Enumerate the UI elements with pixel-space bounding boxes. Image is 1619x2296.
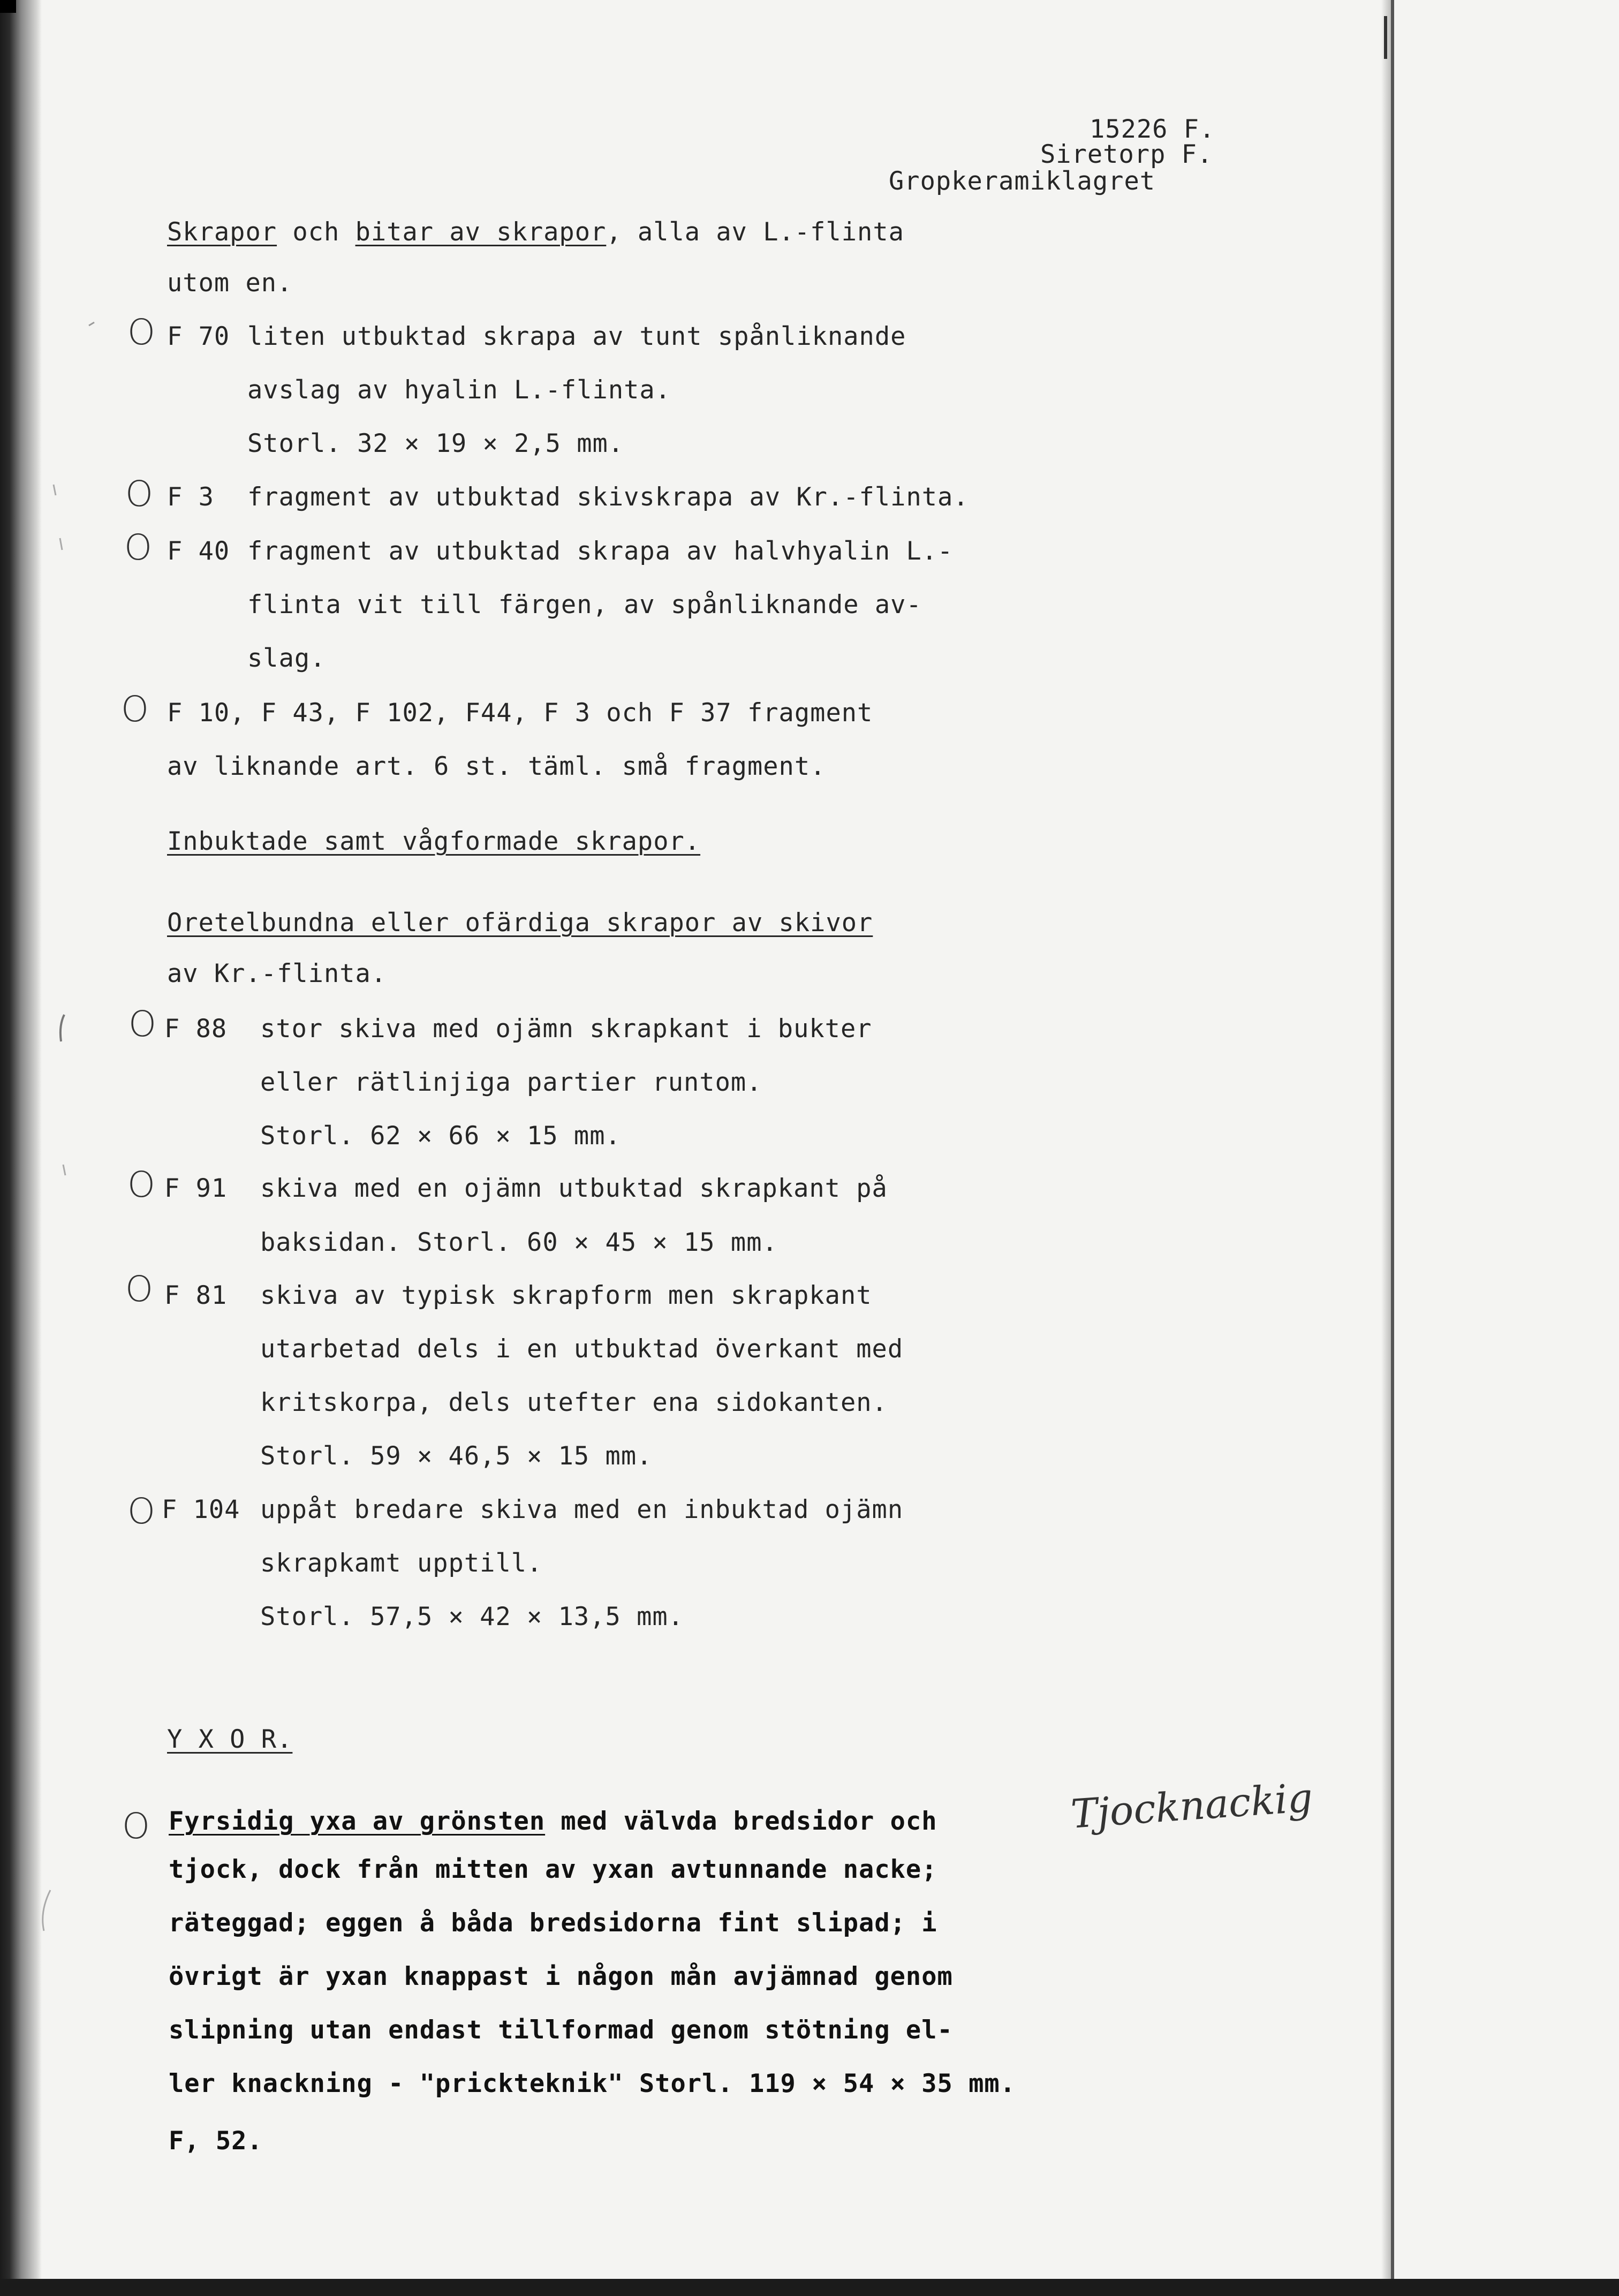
heading-och: och [277, 217, 355, 247]
item-line: baksidan. Storl. 60 × 45 × 15 mm. [260, 1228, 778, 1257]
yxor-heading: Y X O R. [167, 1725, 293, 1754]
item-line: liten utbuktad skrapa av tunt spånliknande [247, 322, 906, 351]
skrapor-heading-cont: utom en. [167, 268, 293, 298]
site-name: Siretorp F. [1040, 140, 1213, 169]
item-line: Storl. 62 × 66 × 15 mm. [260, 1121, 621, 1151]
item-line: flinta vit till färgen, av spånliknande av- [247, 590, 922, 620]
heading-underlined-skrapor: Skrapor [167, 217, 277, 247]
axe-line: tjock, dock från mitten av yxan avtunnande nacke; [169, 1855, 937, 1884]
item-id: F 104 [162, 1495, 240, 1524]
item-circle-mark: O [125, 473, 153, 515]
item-circle-mark: O [125, 1268, 153, 1310]
item-id: F 81 [164, 1281, 228, 1310]
item-line: Storl. 59 × 46,5 × 15 mm. [260, 1441, 653, 1471]
item-id: F 10, F 43, F 102, F44, F 3 och F 37 fragment [167, 698, 873, 728]
inbuktade-heading: Inbuktade samt vågformade skrapor. [167, 827, 701, 856]
item-line: avslag av hyalin L.-flinta. [247, 375, 671, 405]
item-id: F 70 [167, 322, 230, 351]
item-line: kritskorpa, dels utefter ena sidokanten. [260, 1388, 888, 1417]
item-circle-mark: O [127, 1164, 155, 1205]
item-line: stor skiva med ojämn skrapkant i bukter [260, 1014, 872, 1044]
item-line: skiva med en ojämn utbuktad skrapkant på [260, 1174, 888, 1203]
item-line: slag. [247, 644, 326, 673]
item-line: fragment av utbuktad skrapa av halvhyalin L.- [247, 537, 954, 566]
axe-title: Fyrsidig yxa av grönsten [169, 1807, 546, 1836]
item-line: skrapkamt upptill. [260, 1549, 543, 1578]
item-id: F 40 [167, 537, 230, 566]
axe-line: räteggad; eggen å båda bredsidorna fint slipad; i [169, 1908, 937, 1938]
item-circle-mark: O [127, 1491, 155, 1532]
heading-rest: , alla av L.-flinta [606, 217, 904, 247]
item-line: Storl. 32 × 19 × 2,5 mm. [247, 429, 624, 458]
item-circle-mark: O [122, 1806, 150, 1847]
item-line: fragment av utbuktad skivskrapa av Kr.-flinta. [247, 482, 969, 512]
item-id: F 88 [164, 1014, 228, 1044]
heading-underlined-bitar: bitar av skrapor [355, 217, 607, 247]
layer-name: Gropkeramiklagret [889, 167, 1156, 196]
oretelbundna-heading-cont: av Kr.-flinta. [167, 959, 387, 988]
oretelbundna-heading: Oretelbundna eller ofärdiga skrapor av skivor [167, 908, 873, 938]
item-id: F 91 [164, 1174, 228, 1203]
item-circle-mark: O [121, 689, 149, 730]
axe-line: F, 52. [169, 2126, 263, 2156]
item-line: av liknande art. 6 st. täml. små fragment. [167, 752, 826, 781]
item-circle-mark: O [124, 527, 152, 568]
axe-line: slipning utan endast tillformad genom stötning el- [169, 2015, 953, 2045]
catalog-number: 15226 F. [1090, 115, 1215, 144]
axe-line: ler knackning - "prickteknik" Storl. 119 × 54 × 35 mm. [169, 2069, 1016, 2098]
item-line: utarbetad dels i en utbuktad överkant med [260, 1334, 904, 1364]
item-line: skiva av typisk skrapform men skrapkant [260, 1281, 872, 1310]
item-line: Storl. 57,5 × 42 × 13,5 mm. [260, 1602, 684, 1632]
item-circle-mark: O [127, 312, 155, 353]
handwritten-margin-note: Tjocknackig [1069, 1774, 1314, 1838]
item-id: F 3 [167, 482, 214, 512]
axe-line: övrigt är yxan knappast i någon mån avjämnad genom [169, 1962, 953, 1991]
item-line: uppåt bredare skiva med en inbuktad ojämn [260, 1495, 904, 1524]
item-line: eller rätlinjiga partier runtom. [260, 1068, 762, 1097]
item-circle-mark: O [128, 1003, 156, 1045]
axe-line: med välvda bredsidor och [545, 1807, 937, 1836]
